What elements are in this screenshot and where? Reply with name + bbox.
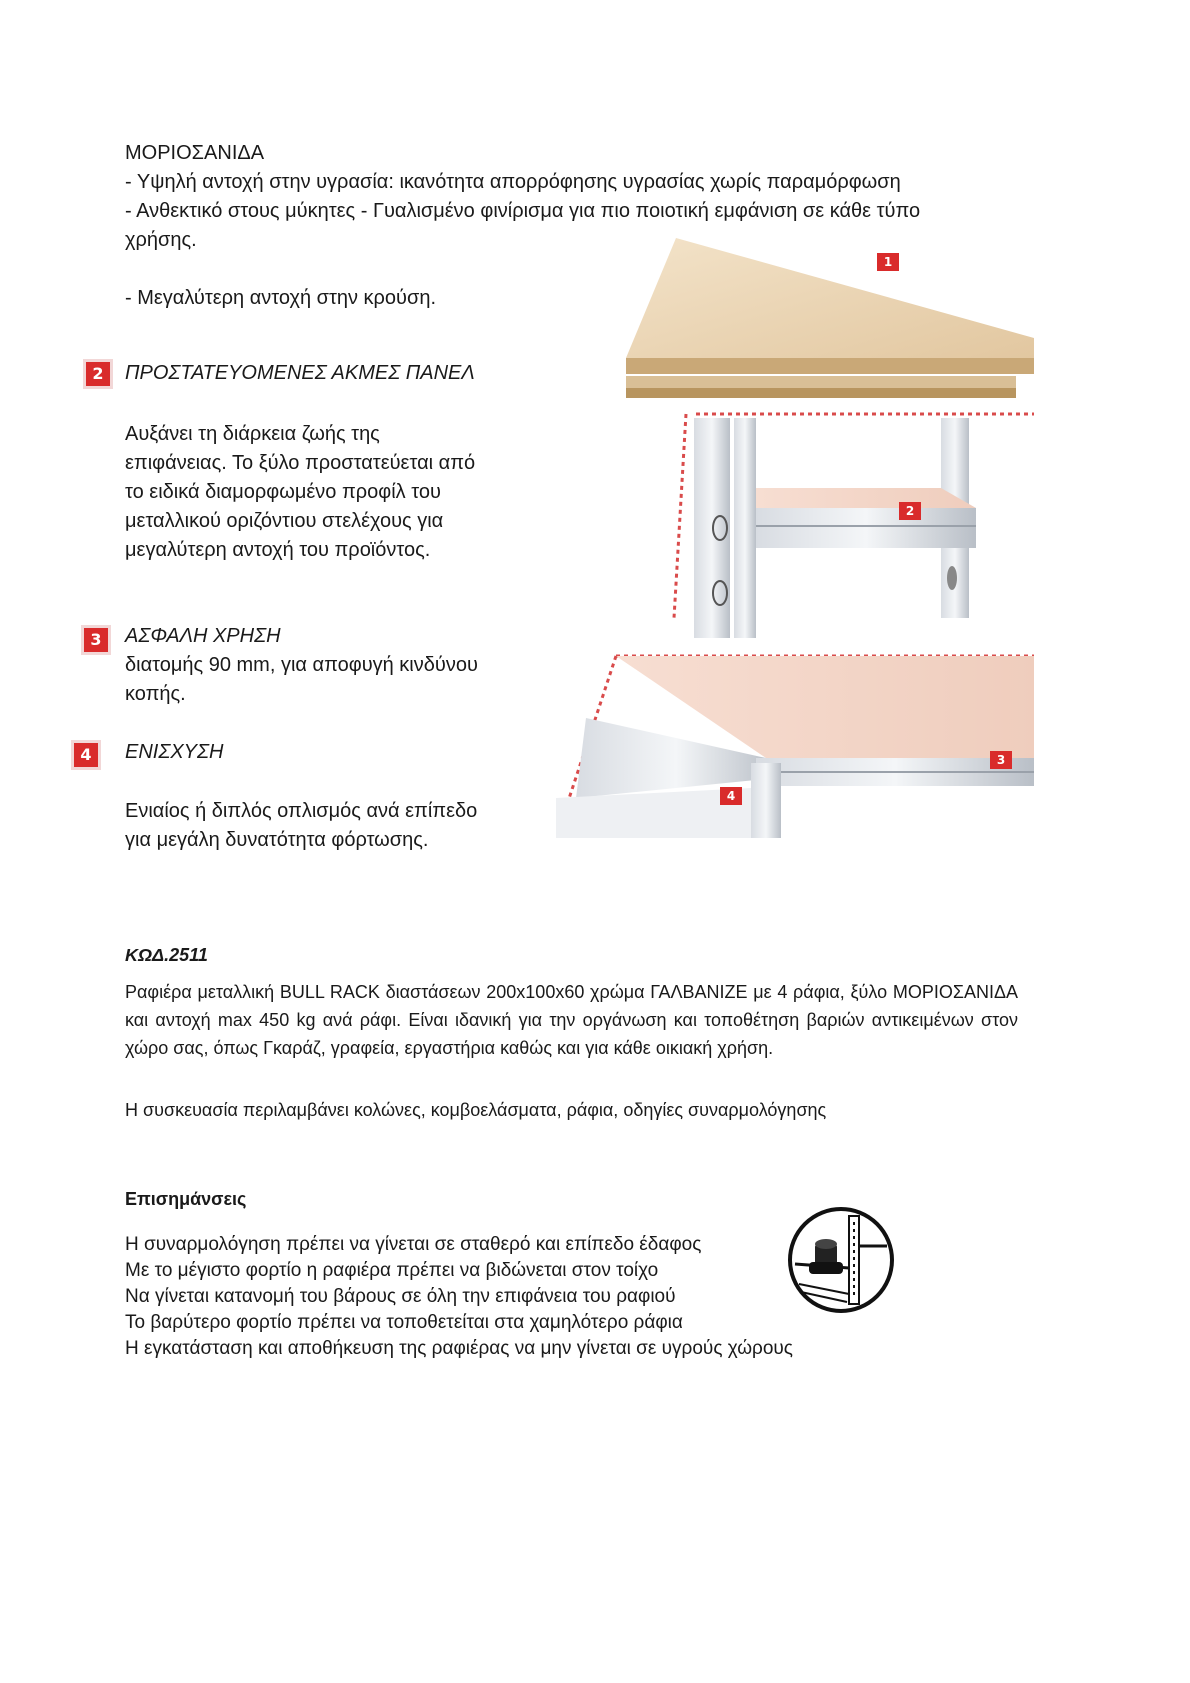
- image-badge-1: 1: [877, 253, 899, 271]
- feature-text-2-line: μεγαλύτερη αντοχή του προϊόντος.: [125, 539, 431, 561]
- feature-title-4: ΕΝΙΣΧΥΣΗ: [125, 741, 224, 763]
- note-item: Να γίνεται κατανομή του βάρους σε όλη την επιφάνεια του ραφιού: [125, 1286, 676, 1307]
- notes-heading: Επισημάνσεις: [125, 1189, 247, 1209]
- shelf-product-image: [556, 238, 1034, 838]
- feature-text-2-line: Αυξάνει τη διάρκεια ζωής της: [125, 423, 380, 445]
- image-badge-4: 4: [720, 787, 742, 805]
- feature-text-4-line: για μεγάλη δυνατότητα φόρτωσης.: [125, 829, 429, 851]
- intro-line-3: χρήσης.: [125, 229, 197, 251]
- intro-line-2: - Ανθεκτικό στους μύκητες - Γυαλισμένο φινίρισμα για πιο ποιοτική εμφάνιση σε κάθε τύπο: [125, 200, 921, 222]
- note-item: Η συναρμολόγηση πρέπει να γίνεται σε σταθερό και επίπεδο έδαφος: [125, 1234, 702, 1255]
- package-contents: Η συσκευασία περιλαμβάνει κολώνες, κομβοελάσματα, ράφια, οδηγίες συναρμολόγησης: [125, 1100, 827, 1120]
- feature-text-2-line: μεταλλικού οριζόντιου στελέχους για: [125, 510, 444, 532]
- feature-text-2-line: το ειδικά διαμορφωμένο προφίλ του: [125, 481, 441, 503]
- intro-heading: ΜΟΡΙΟΣΑΝΙΔΑ: [125, 142, 265, 164]
- note-item: Με το μέγιστο φορτίο η ραφιέρα πρέπει να βιδώνεται στον τοίχο: [125, 1260, 659, 1281]
- image-badge-2: 2: [899, 502, 921, 520]
- product-description: Ραφιέρα μεταλλική BULL RACK διαστάσεων 200x100x60 χρώμα ΓΑΛΒΑΝΙΖΕ με 4 ράφια, ξύλο ΜΟΡΙΟΣΑΝΙΔΑ και αντοχή max 450 kg ανά ράφι. Είναι ιδανική για την οργάνωση και τοποθέτηση βαριών αντικειμένων στον χώρο σας, όπως Γκαράζ, γραφεία, εργαστήρια καθώς και για κάθε οικιακή χρήση.: [125, 982, 1018, 1058]
- shelf-illustration: [556, 238, 1034, 838]
- wall-mount-icon: [787, 1206, 895, 1314]
- intro-line-4: - Μεγαλύτερη αντοχή στην κρούση.: [125, 287, 437, 309]
- intro-line-1: - Υψηλή αντοχή στην υγρασία: ικανότητα απορρόφησης υγρασίας χωρίς παραμόρφωση: [125, 171, 901, 193]
- image-badge-3: 3: [990, 751, 1012, 769]
- note-item: Το βαρύτερο φορτίο πρέπει να τοποθετείται στα χαμηλότερο ράφια: [125, 1312, 683, 1333]
- feature-badge-2: 2: [86, 362, 110, 386]
- feature-title-3: ΑΣΦΑΛΗ ΧΡΗΣΗ: [125, 625, 281, 647]
- feature-text-3-line: διατομής 90 mm, για αποφυγή κινδύνου: [125, 654, 478, 676]
- note-item: Η εγκατάσταση και αποθήκευση της ραφιέρας να μην γίνεται σε υγρούς χώρους: [125, 1338, 793, 1359]
- feature-badge-3: 3: [84, 628, 108, 652]
- feature-badge-4: 4: [74, 743, 98, 767]
- feature-title-2: ΠΡΟΣΤΑΤΕΥΟΜΕΝΕΣ ΑΚΜΕΣ ΠΑΝΕΛ: [125, 362, 475, 384]
- product-code: ΚΩΔ.2511: [125, 945, 208, 965]
- feature-text-3-line: κοπής.: [125, 683, 186, 705]
- feature-text-2-line: επιφάνειας. Το ξύλο προστατεύεται από: [125, 452, 476, 474]
- feature-text-4-line: Ενιαίος ή διπλός οπλισμός ανά επίπεδο: [125, 800, 478, 822]
